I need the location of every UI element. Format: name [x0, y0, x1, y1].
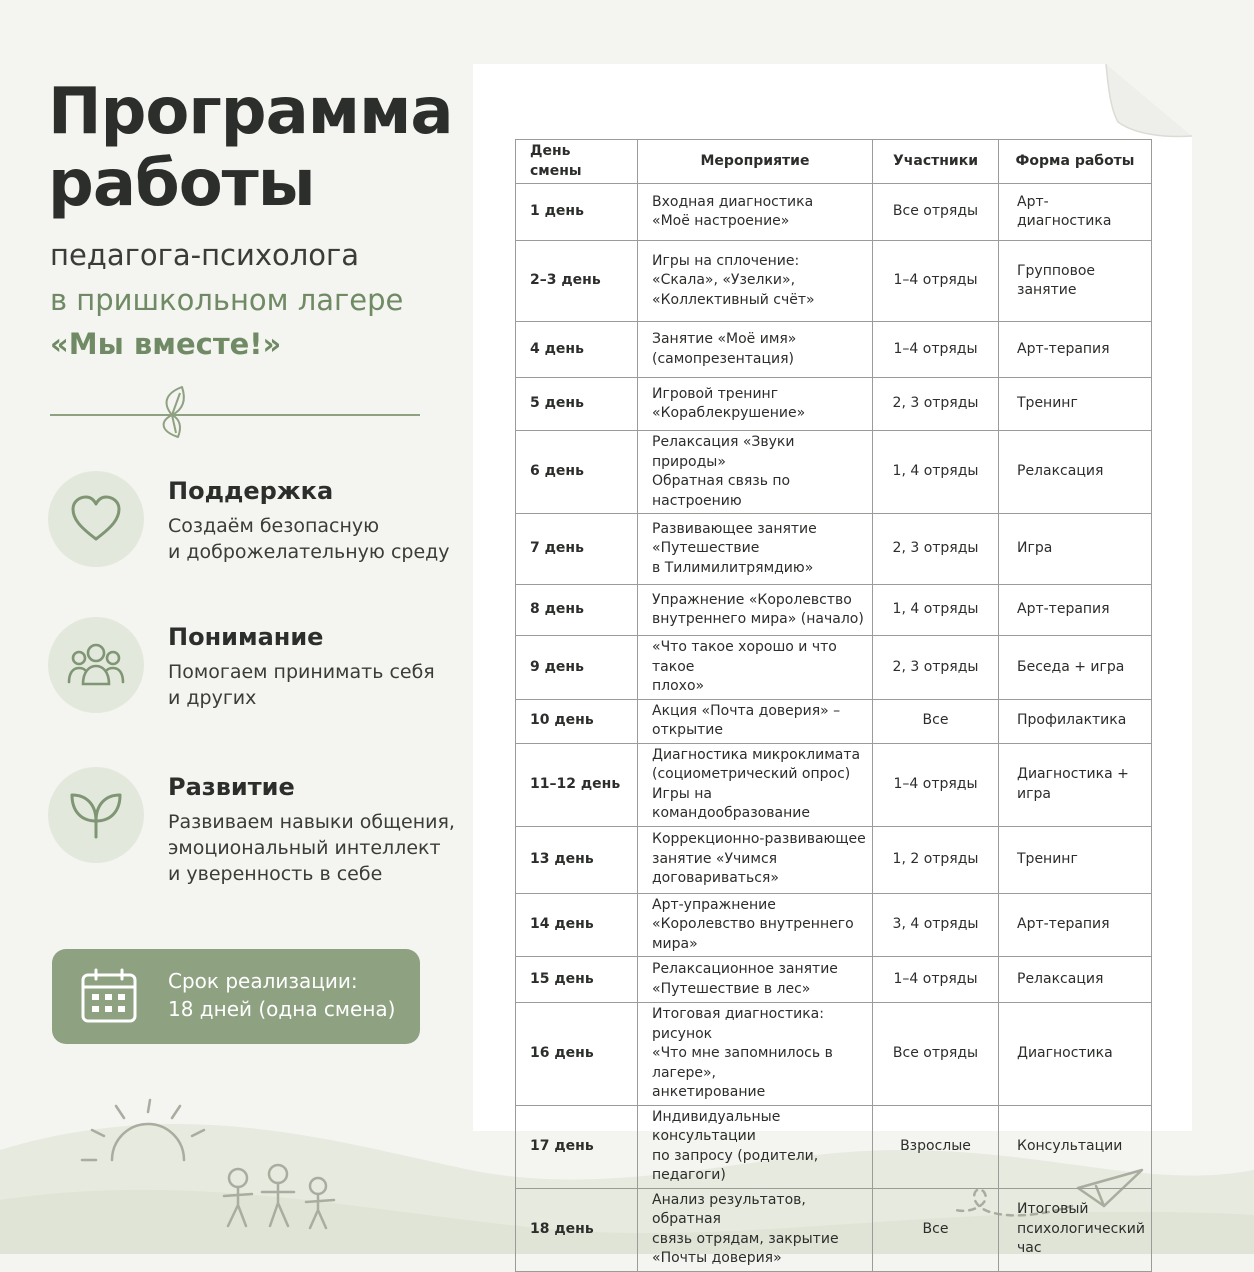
- cell-participants: 1–4 отряды: [873, 957, 999, 1003]
- feature-text: Развиваем навыки общения, эмоциональный интеллект и уверенность в себе: [168, 811, 455, 885]
- leaf-divider: [50, 385, 420, 441]
- cell-form: Арт-терапия: [999, 893, 1152, 957]
- cell-day: 2–3 день: [516, 241, 638, 322]
- cell-event: «Что такое хорошо и что такое плохо»: [638, 636, 873, 700]
- cell-day: 10 день: [516, 699, 638, 743]
- cell-form: Игра: [999, 514, 1152, 585]
- cell-event: Релаксационное занятие «Путешествие в лес»: [638, 957, 873, 1003]
- table-row: [516, 184, 1152, 241]
- cell-participants: 1, 2 отряды: [873, 826, 999, 893]
- cell-event: Игры на сплочение: «Скала», «Узелки», «Коллективный счёт»: [638, 241, 873, 322]
- cell-day: 15 день: [516, 957, 638, 1003]
- cell-participants: Взрослые: [873, 1105, 999, 1188]
- column-header-day: День смены: [516, 140, 638, 184]
- table-row: [516, 699, 1152, 743]
- cell-form: Беседа + игра: [999, 636, 1152, 700]
- feature-icon-circle: [48, 617, 144, 713]
- table-row: [516, 514, 1152, 585]
- period-value: 18 дней (одна смена): [168, 997, 396, 1021]
- page-title: [48, 76, 453, 220]
- cell-event: Арт-упражнение «Королевство внутреннего мира»: [638, 893, 873, 957]
- cell-day: 14 день: [516, 893, 638, 957]
- cell-form: Релаксация: [999, 957, 1152, 1003]
- cell-event: Диагностика микроклимата (социометрический опрос) Игры на командообразование: [638, 743, 873, 826]
- cell-day: 8 день: [516, 585, 638, 636]
- table-row: [516, 893, 1152, 957]
- cell-participants: 2, 3 отряды: [873, 514, 999, 585]
- cell-form: Тренинг: [999, 378, 1152, 431]
- cell-event: Входная диагностика «Моё настроение»: [638, 184, 873, 241]
- feature-icon-circle: [48, 471, 144, 567]
- feature-icon-circle: [48, 767, 144, 863]
- subtitle-camp-name: «Мы вместе!»: [50, 327, 282, 361]
- cell-participants: 1–4 отряды: [873, 241, 999, 322]
- table-row: [516, 585, 1152, 636]
- cell-form: Профилактика: [999, 699, 1152, 743]
- leaf-icon: [164, 387, 184, 437]
- title-line-1: Программа: [48, 75, 453, 149]
- cell-participants: 2, 3 отряды: [873, 636, 999, 700]
- cell-day: 4 день: [516, 322, 638, 378]
- page-curl: [1104, 64, 1194, 142]
- subtitle-role: педагога-психолога: [50, 238, 360, 272]
- column-header-participants: Участники: [873, 140, 999, 184]
- cell-day: 6 день: [516, 431, 638, 514]
- cell-event: Релаксация «Звуки природы» Обратная связь по настроению: [638, 431, 873, 514]
- column-header-form: Форма работы: [999, 140, 1152, 184]
- cell-event: Коррекционно-развивающее занятие «Учимся договариваться»: [638, 826, 873, 893]
- feature-title: Поддержка: [168, 477, 334, 505]
- cell-day: 17 день: [516, 1105, 638, 1188]
- cell-participants: Все: [873, 1188, 999, 1271]
- cell-participants: 2, 3 отряды: [873, 378, 999, 431]
- title-line-2: работы: [48, 147, 315, 221]
- table-row: [516, 743, 1152, 826]
- schedule-table: [515, 139, 1152, 1272]
- cell-event: Акция «Почта доверия» – открытие: [638, 699, 873, 743]
- cell-participants: Все отряды: [873, 184, 999, 241]
- table-row: [516, 431, 1152, 514]
- cell-day: 7 день: [516, 514, 638, 585]
- feature-text: Помогаем принимать себя и других: [168, 661, 435, 709]
- table-row: [516, 636, 1152, 700]
- cell-day: 11–12 день: [516, 743, 638, 826]
- table-row: [516, 322, 1152, 378]
- feature-title: Развитие: [168, 773, 295, 801]
- period-badge: [52, 949, 420, 1044]
- cell-participants: 1–4 отряды: [873, 322, 999, 378]
- table-row: [516, 957, 1152, 1003]
- cell-event: Анализ результатов, обратная связь отрядам, закрытие «Почты доверия»: [638, 1188, 873, 1271]
- cell-event: Занятие «Моё имя» (самопрезентация): [638, 322, 873, 378]
- cell-form: Диагностика: [999, 1003, 1152, 1106]
- cell-form: Арт-терапия: [999, 322, 1152, 378]
- cell-event: Индивидуальные консультации по запросу (родители, педагоги): [638, 1105, 873, 1188]
- table-row: [516, 1188, 1152, 1271]
- cell-participants: 1, 4 отряды: [873, 431, 999, 514]
- cell-event: Итоговая диагностика: рисунок «Что мне запомнилось в лагере», анкетирование: [638, 1003, 873, 1106]
- cell-participants: Все отряды: [873, 1003, 999, 1106]
- table-row: [516, 378, 1152, 431]
- table-row: [516, 826, 1152, 893]
- table-row: [516, 1003, 1152, 1106]
- table-row: [516, 241, 1152, 322]
- cell-form: Диагностика + игра: [999, 743, 1152, 826]
- cell-form: Арт-диагностика: [999, 184, 1152, 241]
- cell-participants: 1–4 отряды: [873, 743, 999, 826]
- cell-day: 13 день: [516, 826, 638, 893]
- cell-participants: 1, 4 отряды: [873, 585, 999, 636]
- cell-form: Итоговый психологический час: [999, 1188, 1152, 1271]
- people-group-icon: [67, 642, 125, 688]
- table-header-row: [516, 140, 1152, 184]
- cell-day: 5 день: [516, 378, 638, 431]
- heart-icon: [70, 495, 122, 543]
- cell-event: Игровой тренинг «Кораблекрушение»: [638, 378, 873, 431]
- table-body: [516, 184, 1152, 1272]
- cell-day: 9 день: [516, 636, 638, 700]
- cell-event: Упражнение «Королевство внутреннего мира» (начало): [638, 585, 873, 636]
- column-header-event: Мероприятие: [638, 140, 873, 184]
- sprout-icon: [69, 791, 123, 839]
- cell-day: 18 день: [516, 1188, 638, 1271]
- cell-form: Арт-терапия: [999, 585, 1152, 636]
- calendar-icon: [80, 967, 138, 1025]
- cell-day: 16 день: [516, 1003, 638, 1106]
- cell-form: Релаксация: [999, 431, 1152, 514]
- cell-participants: Все: [873, 699, 999, 743]
- cell-form: Групповое занятие: [999, 241, 1152, 322]
- period-label: Срок реализации:: [168, 969, 358, 993]
- subtitle-place: в пришкольном лагере: [50, 283, 404, 317]
- feature-title: Понимание: [168, 623, 324, 651]
- table-row: [516, 1105, 1152, 1188]
- cell-day: 1 день: [516, 184, 638, 241]
- cell-participants: 3, 4 отряды: [873, 893, 999, 957]
- cell-event: Развивающее занятие «Путешествие в Тилимилитрямдию»: [638, 514, 873, 585]
- cell-form: Консультации: [999, 1105, 1152, 1188]
- feature-text: Создаём безопасную и доброжелательную среду: [168, 515, 450, 563]
- cell-form: Тренинг: [999, 826, 1152, 893]
